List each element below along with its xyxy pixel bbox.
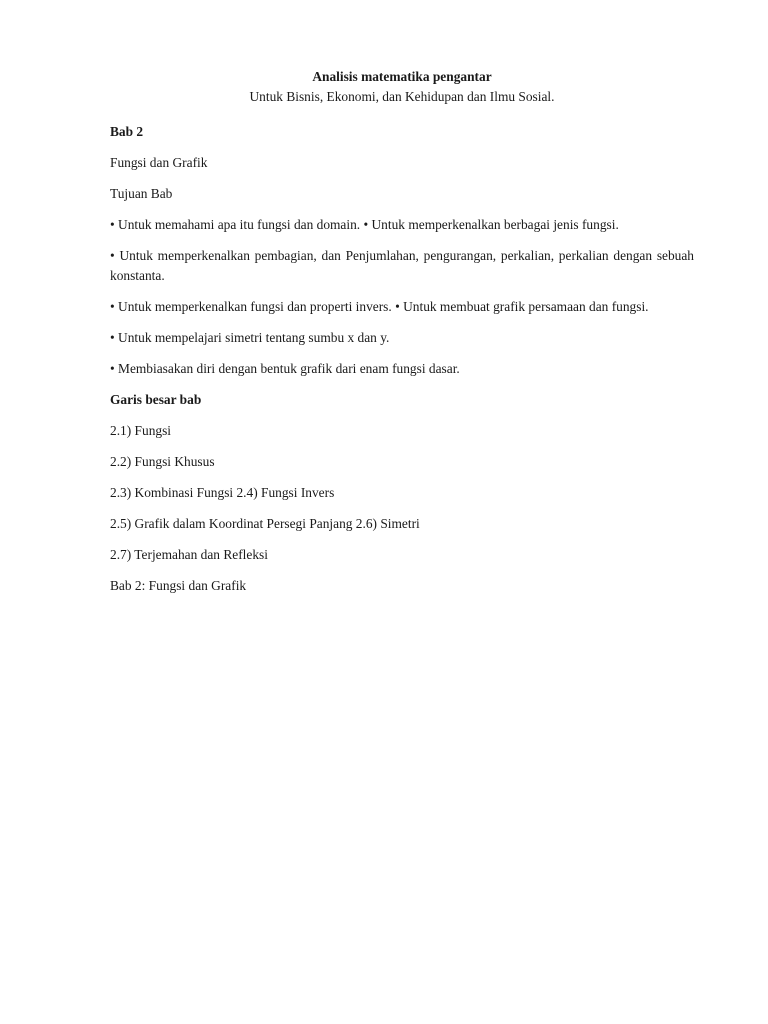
chapter-name: Fungsi dan Grafik [110,155,208,170]
outline-item: 2.1) Fungsi [110,423,172,438]
objective-item: • Membiasakan diri dengan bentuk grafik dari enam fungsi dasar. [110,361,460,376]
outline-item: 2.2) Fungsi Khusus [110,454,215,469]
outline-item: 2.7) Terjemahan dan Refleksi [110,547,268,562]
document-header [110,66,694,107]
objective-item: • Untuk mempelajari simetri tentang sumbu x dan y. [110,330,390,345]
objectives-heading: Tujuan Bab [110,186,173,201]
objective-item: • Untuk memperkenalkan pembagian, dan Penjumlahan, pengurangan, perkalian, perkalian dengan sebuah konstanta. [110,248,694,283]
document-title: Analisis matematika pengantar [312,69,492,84]
document-page [110,66,694,607]
document-subtitle: Untuk Bisnis, Ekonomi, dan Kehidupan dan Ilmu Sosial. [249,89,555,104]
outline-item: 2.3) Kombinasi Fungsi 2.4) Fungsi Invers [110,485,335,500]
outline-item: 2.5) Grafik dalam Koordinat Persegi Panjang 2.6) Simetri [110,516,420,531]
chapter-footer-line: Bab 2: Fungsi dan Grafik [110,578,247,593]
objective-item: • Untuk memahami apa itu fungsi dan domain. • Untuk memperkenalkan berbagai jenis fungsi. [110,217,619,232]
objective-item: • Untuk memperkenalkan fungsi dan properti invers. • Untuk membuat grafik persamaan dan fungsi. [110,299,649,314]
chapter-label: Bab 2 [110,124,144,139]
outline-heading: Garis besar bab [110,392,202,407]
